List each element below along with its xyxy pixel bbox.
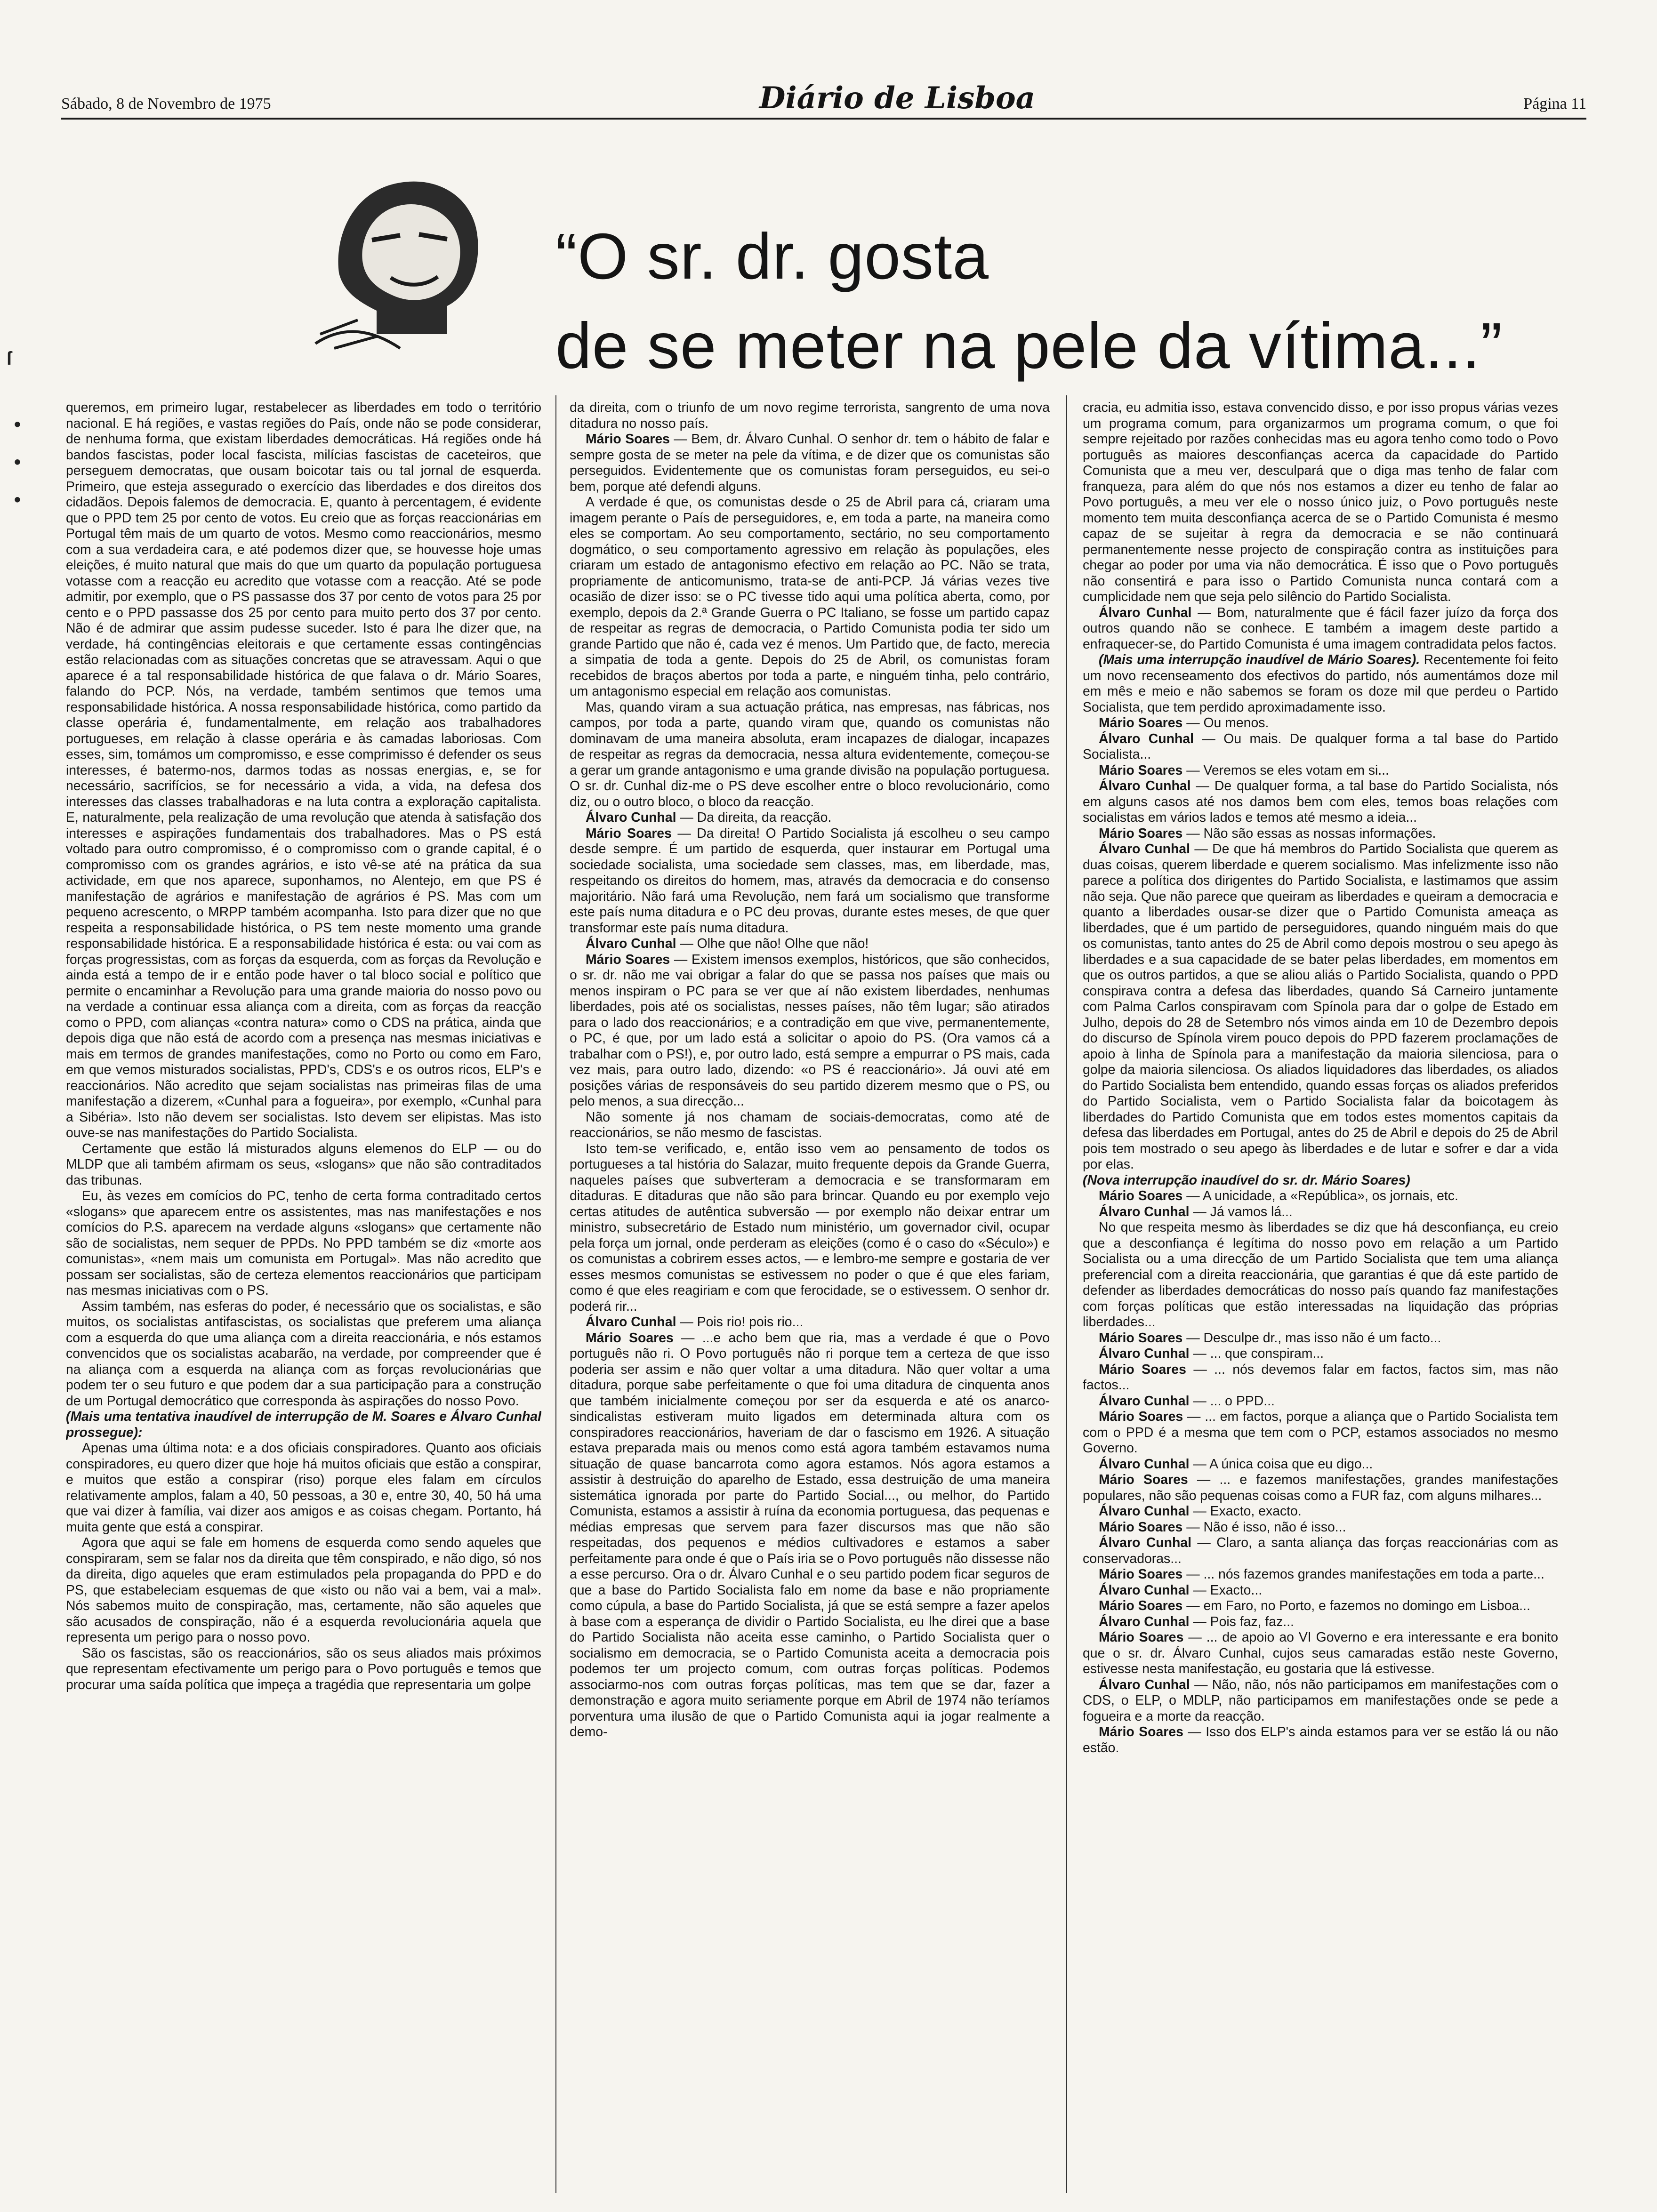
dialogue-turn xyxy=(1083,1204,1558,1220)
speaker-name: Álvaro Cunhal xyxy=(1099,1582,1190,1598)
speaker-name: Álvaro Cunhal xyxy=(1099,605,1192,620)
dialogue-turn xyxy=(1083,1409,1558,1457)
dialogue-turn xyxy=(1083,826,1558,842)
paragraph xyxy=(570,1141,1050,1315)
dialogue-turn xyxy=(1083,1535,1558,1567)
paragraph-text: — Desculpe dr., mas isso não é um facto... xyxy=(1182,1330,1441,1346)
speaker-name: Álvaro Cunhal xyxy=(1099,1614,1190,1629)
headline-line-1: “O sr. dr. gosta xyxy=(555,220,989,293)
dialogue-turn xyxy=(1083,1724,1558,1756)
dialogue-turn xyxy=(1083,1504,1558,1520)
speaker-name: Álvaro Cunhal xyxy=(1099,1535,1191,1550)
speaker-name: Mário Soares xyxy=(1099,1409,1183,1424)
paragraph-text: Mas, quando viram a sua actuação prática, nas empresas, nas fábricas, nos campos, por toda a parte, quando viram que, quando os comunistas não dominavam de uma maneira absoluta, eram incapazes de dialogar, incapazes de respeitar as regras da democracia, nessa altura evidentemente, começou-se a gerar um grande antagonismo e uma grande divisão na população portuguesa. O sr. dr. Cunhal diz-me o PS deve escolher entre o bloco revolucionário, como diz, ou o outro bloco, o bloco da reacção. xyxy=(570,699,1050,809)
paragraph-text: — ... em factos, porque a aliança que o Partido Socialista tem com o PPD é a mesma que tem com o PCP, estamos associados no mesmo Governo. xyxy=(1083,1409,1558,1456)
speaker-name: Álvaro Cunhal xyxy=(1099,842,1190,857)
speaker-name: Álvaro Cunhal xyxy=(1099,778,1191,793)
speaker-name: Mário Soares xyxy=(1099,762,1183,778)
paragraph-text: — Não são essas as nossas informações. xyxy=(1182,825,1436,841)
paragraph-text: — Ou mais. De qualquer forma a tal base do Partido Socialista... xyxy=(1083,731,1558,762)
speaker-name: Álvaro Cunhal xyxy=(1099,1504,1190,1519)
paragraph: São os fascistas, são os reaccionários, são os seus aliados mais próximos que representam efectivamente um perigo para o Povo português e temos que procurar uma saída política que impeça a tragédia que representaria um golpe xyxy=(66,1645,541,1692)
speaker-name: Álvaro Cunhal xyxy=(1099,731,1194,746)
paragraph: Assim também, nas esferas do poder, é necessário que os socialistas, e são muitos, os socialistas antifascistas, os socialistas que preferem uma aliança com a esquerda do que uma aliança com a direita reaccionária, e nós estamos convencidos que os socialistas acabarão, na verdade, por compreender que é na aliança com a esquerda na aliança com as forças revolucionárias que podem ter o seu futuro e que podem dar a sua participação para a construção de um Portugal democrático que corresponda às aspirações do nosso Povo. xyxy=(66,1298,541,1409)
dialogue-turn xyxy=(570,826,1050,937)
margin-mark: • xyxy=(14,414,21,435)
dialogue-turn xyxy=(570,432,1050,495)
speaker-name: Mário Soares xyxy=(1099,715,1183,730)
dialogue-turn xyxy=(1083,715,1558,731)
paragraph-text: da direita, com o triunfo de um novo regime terrorista, sangrento de uma nova ditadura no nosso país. xyxy=(570,400,1050,431)
speaker-name: Mário Soares xyxy=(586,952,670,967)
speaker-name: Mário Soares xyxy=(1099,1472,1188,1487)
dialogue-turn xyxy=(1083,1188,1558,1204)
dialogue-turn xyxy=(1083,1362,1558,1394)
paragraph-text: Recentemente foi feito um novo recenseamento dos efectivos do partido, nós aumentámos doze mil em mês e meio e não sabemos se foram os doze mil que perdeu o Partido Socialista, que tem perdido aproximadamente isso. xyxy=(1083,652,1558,715)
speaker-name: Álvaro Cunhal xyxy=(1099,1204,1190,1219)
column-rule xyxy=(555,395,556,2193)
paragraph-text: — Da direita! O Partido Socialista já escolheu o seu campo desde sempre. É um partido de esquerda, quer instaurar em Portugal uma sociedade socialista, uma sociedade sem classes, mas, em liberdade, mas, respeitando os direitos do homem, mas, através da democracia e do consenso majoritário. Não fará uma Revolução, nem fará um socialismo que transforme este país numa ditadura e o PC deu provas, durante estes meses, de que quer transformar este país numa ditadura. xyxy=(570,825,1050,936)
dialogue-turn xyxy=(1083,1346,1558,1362)
dialogue-turn xyxy=(1083,1677,1558,1725)
speaker-name: Mário Soares xyxy=(1099,1630,1184,1645)
paragraph-text: — Bom, naturalmente que é fácil fazer juízo da força dos outros quando não se conhece. E também a imagem deste partido a enfraquecer-se, do Partido Comunista é uma imagem contradidata pelos factos. xyxy=(1083,605,1558,652)
speaker-name: Mário Soares xyxy=(1099,1519,1183,1535)
paragraph: Apenas uma última nota: e a dos oficiais conspiradores. Quanto aos oficiais conspiradores, eu quero dizer que hoje há muitos oficiais que estão a conspirar, e muitos que estão a conspirar (riso) porque eles falam em círculos relativamente amplos, falam a 40, 50 pessoas, a 30 e, entre 30, 40, 50 há uma que vai dizer à família, vai dizer aos amigos e as coisas chegam. Portanto, há muita gente que está a conspirar. xyxy=(66,1441,541,1535)
paragraph-text: — Não, não, nós não participamos em manifestações com o CDS, o ELP, o MDLP, não participamos em manifestações onde se pede a fogueira e a morte da reacção. xyxy=(1083,1677,1558,1724)
paragraph xyxy=(570,700,1050,810)
paragraph-text: — Pois faz, faz... xyxy=(1189,1614,1294,1629)
paragraph-text: — Veremos se eles votam em si... xyxy=(1182,762,1389,778)
speaker-name: Mário Soares xyxy=(1099,1188,1183,1203)
paragraph xyxy=(570,1110,1050,1141)
dialogue-turn xyxy=(1083,1598,1558,1614)
paragraph-text: — ...e acho bem que ria, mas a verdade é que o Povo português não ri. O Povo português não ri porque tem a certeza de que isso poderia ser assim e não quer voltar a uma ditadura. Não quer voltar a uma ditadura, porque sabe perfeitamente o que foi uma ditadura de cinquenta anos que também inicialmente começou por ser da esquerda e até os anarco-sindicalistas estiveram muito ligados em determinada altura com os conspiradores reaccionários, haveriam de dar o fascismo em 1926. A situação estava preparada mais ou menos como está agora também estavamos numa situação de quase bancarrota como agora estamos. Nós agora estamos a assistir à destruição do aparelho de Estado, essa destruição de uma maneira sistemática ignorada por parte do Partido Social..., ou melhor, do Partido Comunista, estamos a assistir à ruína da economia portuguesa, das pequenas e médias empresas que servem para fazer discursos mas que não são respeitadas, dos pequenos e médios cultivadores e estamos a saber perfeitamente para onde é que o País iria se o Povo português não dissesse não a esse percurso. Ora o dr. Álvaro Cunhal e o seu partido podem ficar seguros de que a base do Partido Socialista falo em nome da base e não propriamente como cúpula, a base do Partido Socialista, já que se está sempre a fazer apelos à base com a esperança de dividir o Partido Socialista, eu lhe direi que a base do Partido Socialista não aceita esse caminho, o Partido Socialista quer o socialismo em democracia, se o Partido Comunista aceita a democracia pois podemos ter um projecto comum, com outras forças políticas. Podemos associarmo-nos com outras forças políticas, mas tem que se dar, fazer a demonstração e agora muito seriamente porque em Abril de 1974 não teríamos porventura uma ilusão de que o Partido Comunista aqui ia jogar realmente a demo- xyxy=(570,1330,1050,1739)
article-column-2 xyxy=(570,400,1050,2188)
dialogue-turn xyxy=(1083,605,1558,653)
editor-note: (Mais uma tentativa inaudível de interrupção de M. Soares e Álvaro Cunhal prossegue): xyxy=(66,1409,541,1440)
paragraph-text: Não somente já nos chamam de sociais-democratas, como até de reaccionários, se não mesmo de fascistas. xyxy=(570,1109,1050,1140)
paragraph: Eu, às vezes em comícios do PC, tenho de certa forma contraditado certos «slogans» que aparecem entre os assistentes, mas nas manifestações e nos comícios do P.S. aparecem na verdade alguns «slogans» que certamente não são de socialistas, nem sequer de PPDs. No PPD também se diz «morte aos comunistas», «nem mais um comunista em Portugal». Mas não acredito que possam ser socialistas, são de certeza elementos reaccionários que participam nas mesmas iniciativas com o PS. xyxy=(66,1188,541,1298)
paragraph-text: — Da direita, da reacção. xyxy=(676,810,832,825)
paragraph xyxy=(570,495,1050,700)
speaker-name: Mário Soares xyxy=(1099,1567,1183,1582)
paragraph xyxy=(1083,400,1558,605)
paragraph-text: — ... e fazemos manifestações, grandes manifestações populares, não são pequenas coisas como a FUR faz, com alguns milhares... xyxy=(1083,1472,1558,1503)
paragraph-text: — Isso dos ELP's ainda estamos para ver se estão lá ou não estão. xyxy=(1083,1724,1558,1755)
dialogue-turn xyxy=(570,936,1050,952)
margin-mark: • xyxy=(14,452,21,473)
speaker-name: Mário Soares xyxy=(586,825,672,841)
dialogue-turn xyxy=(1083,1567,1558,1583)
speaker-name: Álvaro Cunhal xyxy=(586,1314,676,1330)
speaker-name: Mário Soares xyxy=(1099,825,1183,841)
paragraph xyxy=(570,400,1050,432)
paragraph-text: — ... o PPD... xyxy=(1189,1393,1275,1409)
dialogue-turn xyxy=(570,952,1050,1110)
paragraph-text: — Bem, dr. Álvaro Cunhal. O senhor dr. tem o hábito de falar e sempre gosta de se meter na pele da vítima, e de dizer que os comunistas são perseguidos. Evidentemente que os comunistas foram perseguidos, eu sei-o bem, porque até defendi alguns. xyxy=(570,432,1050,494)
dialogue-turn xyxy=(570,810,1050,826)
dialogue-turn xyxy=(1083,1583,1558,1599)
dialogue-turn xyxy=(1083,763,1558,779)
speaker-name: Álvaro Cunhal xyxy=(1099,1456,1190,1472)
paragraph xyxy=(1083,652,1558,715)
paragraph-text: — Existem imensos exemplos, históricos, que são conhecidos, o sr. dr. não me vai obrigar a falar do que se passa nos países que mais ou menos inspiram o PC para se ver que aí não existem liberdades, nenhumas liberdades, pois até os socialistas, nesses países, não têm lugar; são atirados para o lado dos reaccionários; e a contradição em que vive, permanentemente, o PC, é que, por um lado está a solicitar o apoio do PS. (Ora vamos cá a trabalhar com o PS!), e, por outro lado, está sempre a empurrar o PS mais, cada vez mais, para outro lado, dizendo: «o PS é reaccionário». Já ouvi até em posições várias de responsáveis do seu partido dizerem mesmo que o PS, ou pelo menos, a sua direcção... xyxy=(570,952,1050,1109)
speaker-name: Mário Soares xyxy=(586,432,670,447)
speaker-name: Mário Soares xyxy=(1099,1330,1183,1346)
margin-mark: • xyxy=(14,489,21,510)
paragraph-text: Isto tem-se verificado, e, então isso vem ao pensamento de todos os portugueses a tal história do Salazar, muito frequente depois da Grande Guerra, naqueles países que subverteram a democracia e se transformaram em ditaduras. E ditaduras que não são para brincar. Quando eu por exemplo vejo certas atitudes de autêntica subversão — por exemplo não deixar entrar um ministro, subsecretário de Estado num ministério, um governador civil, ocupar pela força um jornal, onde perderam as eleições (como é o caso do «Século») e os comunistas a cobrirem esses actos, — e lembro-me sempre e gostaria de ver esses mesmos comunistas se estivessem no poder o que é que eles fariam, como é que eles reagiriam e com que ferocidade, se o estivessem. O senhor dr. poderá rir... xyxy=(570,1141,1050,1314)
paragraph-text: — Exacto, exacto. xyxy=(1189,1504,1302,1519)
newspaper-title: Diário de Lisboa xyxy=(759,80,1036,116)
paragraph-text: — Já vamos lá... xyxy=(1189,1204,1293,1219)
paragraph-text: — De qualquer forma, a tal base do Partido Socialista, nós em alguns casos até nos damos bem com eles, temos boas relações com socialistas em vários lados e temos até mesmo a ideia... xyxy=(1083,778,1558,825)
paragraph-text: — ... de apoio ao VI Governo e era interessante e era bonito que o sr. dr. Álvaro Cunhal, cujos seus camaradas estão neste Governo, estivesse nesta manifestação, eu gostaria que lá estivesse. xyxy=(1083,1630,1558,1676)
paragraph-text: — A unicidade, a «República», os jornais, etc. xyxy=(1182,1188,1458,1203)
paragraph-text: — Claro, a santa aliança das forças reaccionárias com as conservadoras... xyxy=(1083,1535,1558,1566)
margin-mark: ſ xyxy=(7,348,12,369)
dialogue-turn xyxy=(1083,731,1558,763)
speaker-name: Álvaro Cunhal xyxy=(586,936,676,951)
dialogue-turn xyxy=(570,1314,1050,1330)
paragraph-text: — em Faro, no Porto, e fazemos no domingo em Lisboa... xyxy=(1182,1598,1530,1613)
editor-note: (Mais uma interrupção inaudível de Mário Soares). xyxy=(1099,652,1420,667)
speaker-name: Mário Soares xyxy=(1099,1598,1183,1613)
paragraph xyxy=(1083,1173,1558,1189)
article-column-3 xyxy=(1083,400,1558,2188)
page-number: Página 11 xyxy=(1523,95,1586,112)
editor-note: (Nova interrupção inaudível do sr. dr. Mário Soares) xyxy=(1083,1172,1410,1188)
paragraph: Agora que aqui se fale em homens de esquerda como sendo aqueles que conspiraram, sem se falar nos da direita que têm conspirado, e não digo, só nos da direita, digo aqueles que eram estimulados pela propaganda do PPD e do PS, que estabeleciam esquemas de que «isto ou não vai a bem, vai a mal». Nós sabemos muito de conspiração, mas, certamente, não são aqueles que são acusados de conspiração, não é a esquerda revolucionária aquela que representa um perigo para o nosso povo. xyxy=(66,1535,541,1645)
paragraph-text: — ... nós fazemos grandes manifestações em toda a parte... xyxy=(1182,1567,1544,1582)
speaker-name: Mário Soares xyxy=(586,1330,674,1346)
issue-date: Sábado, 8 de Novembro de 1975 xyxy=(61,95,271,112)
headline-line-2: de se meter na pele da vítima...” xyxy=(555,310,1503,382)
dialogue-turn xyxy=(1083,1472,1558,1504)
masthead xyxy=(61,75,1586,120)
dialogue-turn xyxy=(1083,1457,1558,1473)
portrait-sketch xyxy=(306,155,518,353)
dialogue-turn xyxy=(1083,1614,1558,1630)
paragraph: queremos, em primeiro lugar, restabelecer as liberdades em todo o território nacional. E há regiões, e vastas regiões do País, onde não se pode considerar, de nenhuma forma, que existam liberdades democráticas. Há regiões onde há bandos fascistas, poder local fascista, milícias fascistas de caceteiros, que perseguem democratas, que ousam boicotar tais ou tal jornal de esquerda. Primeiro, que esteja assegurado o exercício das liberdades e dos direitos dos cidadãos. Depois falemos de democracia. E, quanto à percentagem, é evidente que o PPD tem 25 por cento de votos. Eu creio que as forças reaccionárias em Portugal têm mais de um quarto de votos. Mesmo como reaccionários, mesmo com a sua verdadeira cara, e até podemos dizer que, se houvesse hoje umas eleições, é muito natural que mais do que um quarto da população portuguesa votasse com a reacção eu acredito que votasse com a reacção. Até se pode admitir, por exemplo, que o PS passasse dos 37 por cento de votos para 25 por cento e o PPD passasse dos 25 por cento para muito perto dos 37 por cento. Não é de admirar que assim pudesse suceder. Isto é para lhe dizer que, na verdade, há contingências eleitorais e que certamente essas contingências estão relacionadas com as situações concretas que se atravessam. Aqui o que aparece é a tal responsabilidade histórica de que falava o dr. Mário Soares, falando do PCP. Nós, na verdade, também sentimos que temos uma responsabilidade histórica. A nossa responsabilidade histórica, como partido da classe operária é, fundamentalmente, em relação aos trabalhadores portugueses, em relação à classe operária e às camadas laboriosas. Com esses, sim, tomámos um compromisso, e esse comprimisso é defender os seus interesses, é batermo-nos, darmos todas as nossas energias, e, se for necessário, sacrifícios, se for necessário a vida, a vida, na defesa dos interesses das classes trabalhadoras e na luta contra a exploração capitalista. E, naturalmente, pela realização de uma revolução que atenda à satisfação dos interesses e aspirações fundamentais dos trabalhadores. Mas o PS está voltado para outro compromisso, é o compromisso com o grande capital, é o compromisso com os grandes agrários, e isto vê-se até na prática da sua actividade, em que nos aparece, suponhamos, no Alentejo, em que PS é manifestação de agrários e manifestação de agrários é PS. Mas com um pequeno acrescento, o MRPP também acompanha. Isto para dizer que no que respeita a responsabilidade histórica, o PS tem neste momento uma grande responsabilidade histórica. E a responsabilidade histórica é esta: ou vai com as forças progressistas, com as forças da esquerda, com as forças da Revolução e ainda está a tempo de ir e então pode haver o tal bloco social e político que permite o encaminhar a Revolução para uma grande maioria do nosso povo ou na verdade a continuar essa aliança com a direita, com as forças da reacção como o PPD, com alianças «contra natura» como o CDS na prática, ainda que depois diga que não está de acordo com a presença nas mesmas iniciativas e mais em termos de grandes manifestações, como no Porto ou como em Faro, em que vemos misturados socialistas, PPD's, CDS's e os outros ricos, ELP's e reaccionários. Não acredito que sejam socialistas nas primeiras filas de uma manifestação a dizerem, «Cunhal para a fogueira», por exemplo, «Cunhal para a Sibéria». Isto não devem ser socialistas. Isto devem ser elipistas. Mas isto ouve-se nas manifestações do Partido Socialista. xyxy=(66,400,541,1140)
paragraph-text: — De que há membros do Partido Socialista que querem as duas coisas, querem liberdade e querem socialismo. Mas infelizmente isso não parece a política dos dirigentes do Partido Socialista, e lastimamos que assim não seja. Que não parece que queiram as liberdades e queiram a democracia e quanto a liberdades ousar-se dizer que o Partido Comunista ameaça as liberdades, que é um partido de perseguidores, quando ninguém mais do que os comunistas, tanto antes do 25 de Abril como depois mostrou o seu apego às liberdades e a sua capacidade de se bater pelas liberdades, em momentos em que os outros partidos, a que se aliou aliás o Partido Socialista, quando o PPD conspirava contra a defesa das liberdades, quando Sá Carneiro juntamente com Palma Carlos conspiravam com Spínola para dar o golpe de Estado em Julho, depois do 28 de Setembro nós vimos ainda em 10 de Dezembro depois do discurso de Spínola virem pouco depois do PPD fazerem proclamações de apoio à linha de Spínola para a manifestação da maioria silenciosa, para o golpe da maioria silenciosa. Os aliados liquidadores das liberdades, os aliados do Partido Socialista bem entendido, quando essas forças os aliados preferidos do Partido Socialista, vem o Partido Socialista falar da boicotagem às liberdades do Partido Comunista que em todos estes momentos capitais da defesa das liberdades em Portugal, antes do 25 de Abril e depois do 25 de Abril pois tem mostrado o seu apego às liberdades e de lutar e sofrer e dar a vida por elas. xyxy=(1083,842,1558,1172)
paragraph-text: — ... que conspiram... xyxy=(1189,1346,1324,1361)
paragraph-text: cracia, eu admitia isso, estava convencido disso, e por isso propus várias vezes um programa comum, para organizarmos um programa comum, o que foi sempre rejeitado por razões conhecidas mas eu agora tenho como todo o Povo português as maiores desconfianças acerca da capacidade do Partido Comunista que a meu ver, desculpará que o diga mas tenho de falar com franqueza, para além do que nós nos estamos a dizer eu tenho de falar ao Povo português, a meu ver ele o nosso único juiz, o Povo português neste momento tem muita desconfiança acerca de se o Partido Comunista é mesmo capaz de se sujeitar à regra da democracia e se não continuará permanentemente nesse projecto de conspiração contra as instituições para chegar ao poder por uma via não democrática. É isso que o Povo português não consentirá e para isso o Partido Comunista nunca contará com a cumplicidade nem que seja pelo silêncio do Partido Socialista. xyxy=(1083,400,1558,604)
speaker-name: Álvaro Cunhal xyxy=(586,810,676,825)
paragraph: Certamente que estão lá misturados alguns elemenos do ELP — ou do MLDP que ali também afirmam os seus, «slogans» que não são contraditados das tribunas. xyxy=(66,1141,541,1188)
paragraph-text: — A única coisa que eu digo... xyxy=(1189,1456,1373,1472)
speaker-name: Mário Soares xyxy=(1099,1362,1186,1377)
paragraph-text: — ... nós devemos falar em factos, factos sim, mas não factos... xyxy=(1083,1362,1558,1393)
paragraph xyxy=(1083,1220,1558,1330)
paragraph-text: No que respeita mesmo às liberdades se diz que há desconfiança, eu creio que a desconfiança é legítima do nosso povo em relação a um Partido Socialista ou a uma direcção de um Partido Socialista que tem uma aliança preferencial com a direita reaccionária, que garantias é que dá este partido de defender as liberdades democráticas do nosso país quando faz manifestações com forças políticas que estão interessadas na liquidação das próprias liberdades... xyxy=(1083,1220,1558,1330)
paragraph-text: — Olhe que não! Olhe que não! xyxy=(676,936,869,951)
speaker-name: Álvaro Cunhal xyxy=(1099,1346,1190,1361)
paragraph-text: A verdade é que, os comunistas desde o 25 de Abril para cá, criaram uma imagem perante o País de perseguidores, e, em toda a parte, na maneira como eles se comportam. Ao seu comportamento, sectário, no seu comportamento dogmático, o seu comportamento agressivo em relação às populações, eles criaram um estado de antagonismo efectivo em relação ao PC. Não se trata, propriamente de anticomunismo, trata-se de anti-PCP. Já várias vezes tive ocasião de dizer isso: se o PC tivesse tido aqui uma política aberta, como, por exemplo, depois da 2.ª Grande Guerra o PC Italiano, se fosse um partido capaz de respeitar as regras de democracia, o Partido Comunista podia ter sido um grande Partido que não é, cada vez é menos. Um Partido que, de facto, merecia a simpatia de toda a gente. Depois do 25 de Abril, os comunistas foram recebidos de braços abertos por toda a parte, e ninguém tinha, pelo contrário, um antagonismo especial em relação aos comunistas. xyxy=(570,495,1050,699)
speaker-name: Álvaro Cunhal xyxy=(1099,1393,1190,1409)
headline xyxy=(555,212,1544,391)
dialogue-turn xyxy=(1083,1394,1558,1410)
dialogue-turn xyxy=(570,1330,1050,1740)
speaker-name: Álvaro Cunhal xyxy=(1099,1677,1190,1692)
column-rule xyxy=(1066,395,1067,2193)
dialogue-turn xyxy=(1083,778,1558,826)
paragraph-text: — Exacto... xyxy=(1189,1582,1263,1598)
dialogue-turn xyxy=(1083,842,1558,1173)
paragraph-text: — Pois rio! pois rio... xyxy=(676,1314,804,1330)
dialogue-turn xyxy=(1083,1520,1558,1536)
article-column-1 xyxy=(66,400,541,2188)
paragraph-text: — Não é isso, não é isso... xyxy=(1182,1519,1346,1535)
dialogue-turn xyxy=(1083,1330,1558,1346)
paragraph-text: — Ou menos. xyxy=(1182,715,1269,730)
speaker-name: Mário Soares xyxy=(1099,1724,1183,1739)
dialogue-turn xyxy=(1083,1630,1558,1677)
